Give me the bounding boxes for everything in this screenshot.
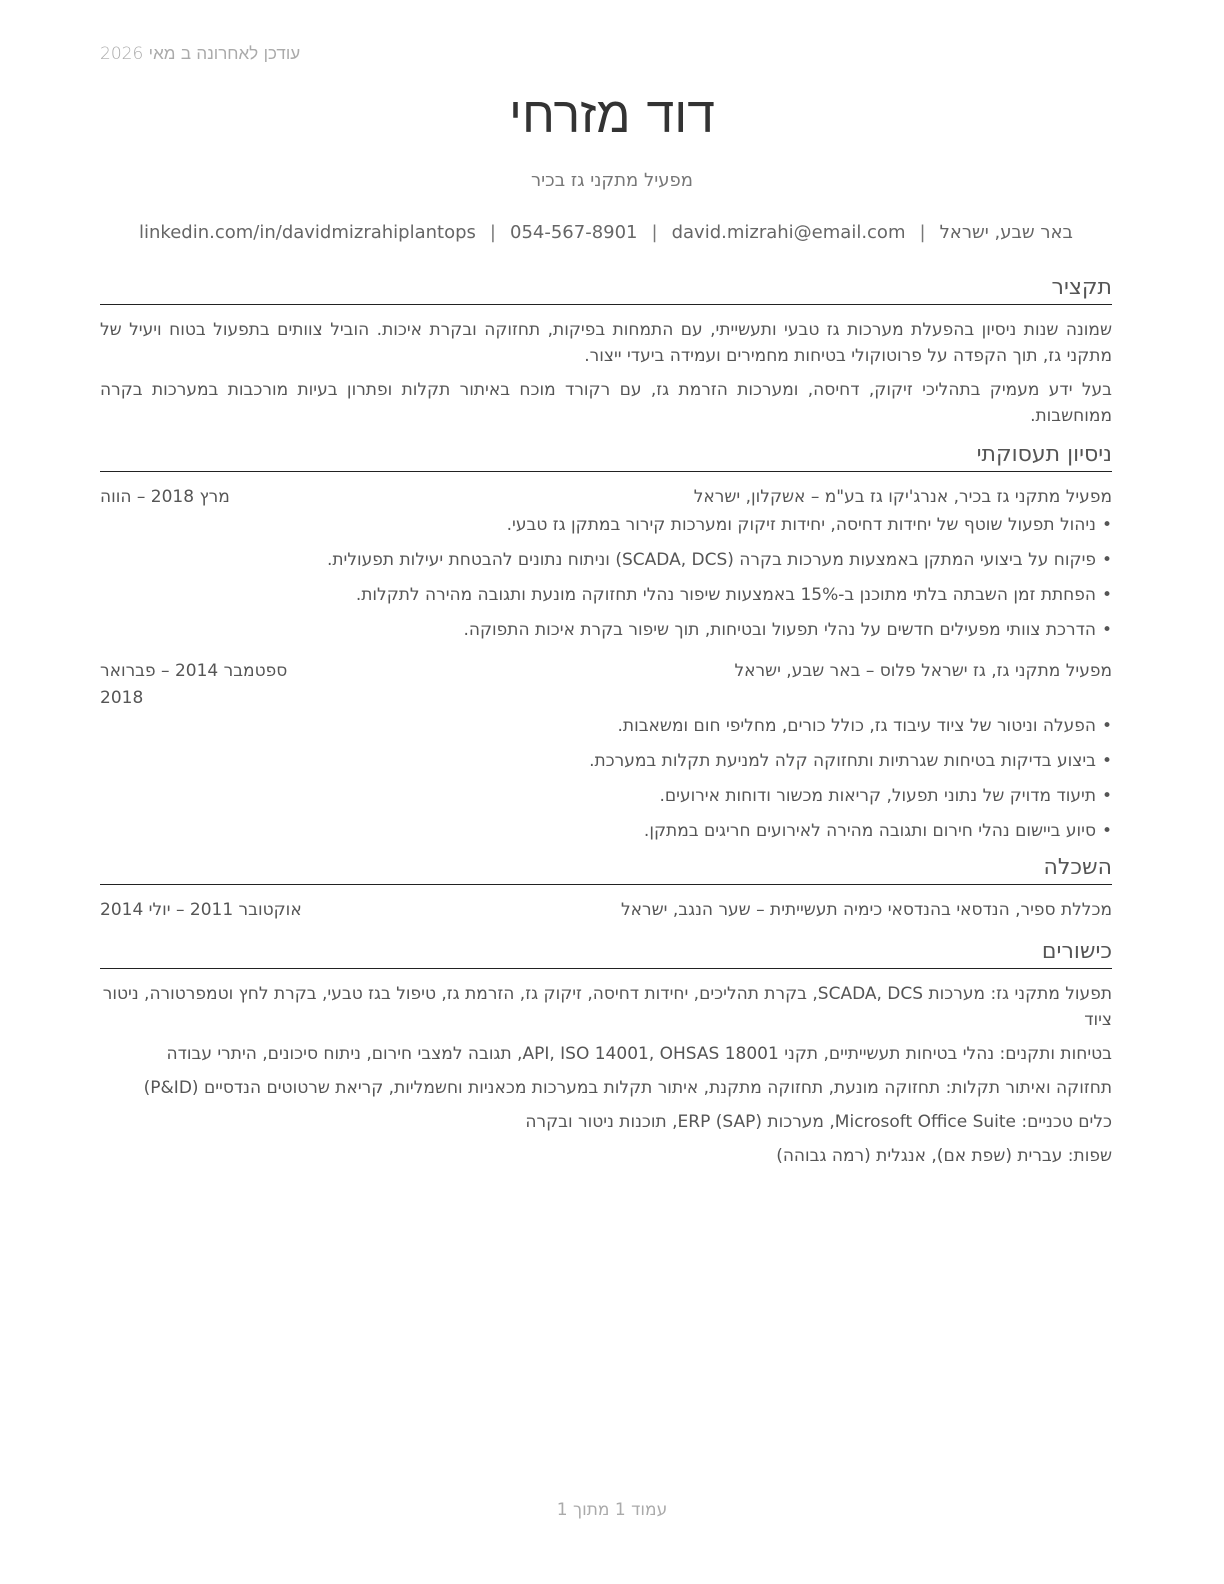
job-dates: ספטמבר 2014 – פברואר 2018: [100, 661, 288, 708]
job-header: [100, 658, 1112, 712]
summary-section: [100, 274, 1112, 429]
job-bullet: • פיקוח על ביצועי המתקן באמצעות מערכות בקרה (SCADA, DCS) וניתוח נתונים להבטחת יעילות תפעולית.: [100, 548, 1112, 572]
job-header: [100, 484, 1112, 511]
skills-section: [100, 938, 1112, 1169]
job-bullets: [100, 513, 1112, 642]
experience-section: [100, 441, 1112, 843]
job-bullets: [100, 714, 1112, 843]
page-number: עמוד 1 מתוך 1: [556, 1500, 668, 1520]
job-bullet: • ביצוע בדיקות בטיחות שגרתיות ותחזוקה קלה למניעת תקלות במערכת.: [100, 749, 1112, 773]
skills-line: תפעול מתקני גז: מערכות SCADA, DCS, בקרת תהליכים, יחידות דחיסה, זיקוק גז, הזרמת גז, טיפול בגז טבעי, בקרת לחץ וטמפרטורה, ניטור ציוד: [102, 984, 1112, 1030]
education-section: [100, 854, 1112, 924]
contact-separator: |: [651, 222, 658, 243]
contact-location: באר שבע, ישראל: [939, 222, 1073, 243]
job-role: מפעיל מתקני גז בכיר, אנרג'יקו גז בע"מ – אשקלון, ישראל: [693, 487, 1112, 507]
last-updated-note: עודכן לאחרונה ב מאי 2026: [100, 44, 301, 64]
education-institution: מכללת ספיר, הנדסאי בהנדסאי כימיה תעשייתית – שער הנגב, ישראל: [621, 900, 1112, 920]
job-entry: [100, 658, 1112, 843]
contact-email[interactable]: david.mizrahi@email.com: [671, 222, 906, 243]
job-entry: [100, 484, 1112, 642]
summary-heading: תקציר: [100, 274, 1112, 305]
contact-separator: |: [489, 222, 496, 243]
job-bullet: • תיעוד מדויק של נתוני תפעול, קריאות מכשור ודוחות אירועים.: [100, 784, 1112, 808]
skills-line: שפות: עברית (שפת אם), אנגלית (רמה גבוהה): [776, 1146, 1112, 1166]
skills-heading: כישורים: [100, 938, 1112, 969]
contact-separator: |: [919, 222, 926, 243]
contact-line: [100, 222, 1112, 243]
education-heading: השכלה: [100, 854, 1112, 885]
skills-line: תחזוקה ואיתור תקלות: תחזוקה מונעת, תחזוקה מתקנת, איתור תקלות במערכות מכאניות וחשמליות, קריאת שרטוטים הנדסיים (P&ID): [143, 1078, 1112, 1098]
job-bullet: • סיוע ביישום נהלי חירום ותגובה מהירה לאירועים חריגים במתקן.: [100, 819, 1112, 843]
job-title: מפעיל מתקני גז בכיר: [531, 170, 693, 191]
job-bullet: • הפעלה וניטור של ציוד עיבוד גז, כולל כורים, מחליפי חום ומשאבות.: [100, 714, 1112, 738]
job-bullet: • הפחתת זמן השבתה בלתי מתוכנן ב-15% באמצעות שיפור נהלי תחזוקה מונעת ותגובה מהירה לתקלות.: [100, 583, 1112, 607]
resume-body: [100, 274, 1112, 1177]
education-dates: אוקטובר 2011 – יולי 2014: [100, 900, 302, 920]
skills-line: כלים טכניים: Microsoft Office Suite, מערכות ERP (SAP), תוכנות ניטור ובקרה: [525, 1112, 1112, 1132]
job-role: מפעיל מתקני גז, גז ישראל פלוס – באר שבע, ישראל: [734, 661, 1112, 681]
summary-paragraph: שמונה שנות ניסיון בהפעלת מערכות גז טבעי ותעשייתי, עם התמחות בפיקות, תחזוקה ובקרת איכות. הוביל צוותים בתפעול בטוח ויעיל של מתקני גז, תוך הקפדה על פרוטוקולי בטיחות מחמירים ועמידה ביעדי ייצור.: [100, 320, 1112, 366]
summary-paragraph: בעל ידע מעמיק בתהליכי זיקוק, דחיסה, ומערכות הזרמת גז, עם רקורד מוכח באיתור תקלות ופתרון בעיות מורכבות במערכות בקרה ממוחשבות.: [100, 380, 1112, 426]
education-entry: [100, 897, 1112, 924]
job-bullet: • ניהול תפעול שוטף של יחידות דחיסה, יחידות זיקוק ומערכות קירור במתקן גז טבעי.: [100, 513, 1112, 537]
candidate-name: דוד מזרחי: [509, 86, 715, 144]
experience-heading: ניסיון תעסוקתי: [100, 441, 1112, 472]
contact-linkedin[interactable]: linkedin.com/in/davidmizrahiplantops: [139, 222, 476, 243]
skills-line: בטיחות ותקנים: נהלי בטיחות תעשייתיים, תקני API, ISO 14001, OHSAS 18001, תגובה למצבי חירום, ניתוח סיכונים, היתרי עבודה: [166, 1044, 1112, 1064]
job-bullet: • הדרכת צוותי מפעילים חדשים על נהלי תפעול ובטיחות, תוך שיפור בקרת איכות התפוקה.: [100, 618, 1112, 642]
contact-phone[interactable]: 054-567-8901: [510, 222, 638, 243]
job-dates: מרץ 2018 – הווה: [100, 487, 230, 507]
